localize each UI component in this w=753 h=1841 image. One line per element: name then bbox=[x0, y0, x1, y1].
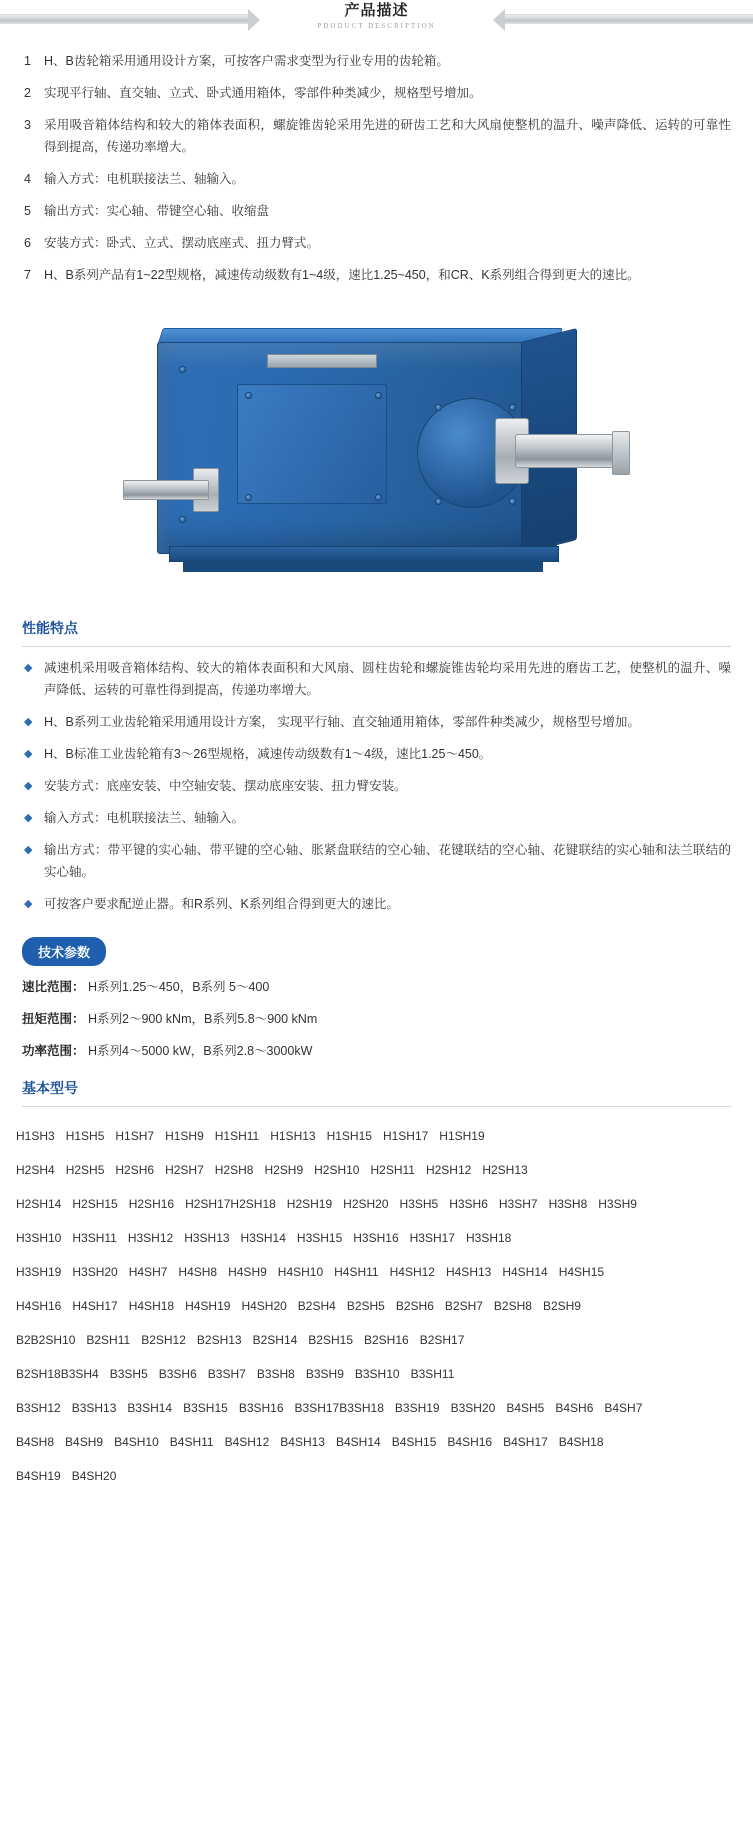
item-text: H、B系列产品有1~22型规格，减速传动级数有1~4级，速比1.25~450，和CR、K系列组合得到更大的速比。 bbox=[44, 268, 640, 282]
param-label: 扭矩范围： bbox=[22, 1012, 85, 1026]
list-item bbox=[22, 200, 731, 222]
param-label: 速比范围： bbox=[22, 980, 85, 994]
bolt-icon bbox=[245, 392, 252, 399]
item-text: 输出方式：实心轴、带键空心轴、收缩盘 bbox=[44, 204, 270, 218]
model-code: H4SH11 bbox=[334, 1265, 379, 1279]
model-code: H3SH10 bbox=[16, 1231, 62, 1245]
model-code: H4SH10 bbox=[277, 1265, 324, 1279]
gearbox-base-shadow bbox=[183, 562, 543, 572]
diamond-bullet-icon: ◆ bbox=[24, 780, 33, 792]
model-code: H1SH7 bbox=[115, 1129, 155, 1143]
model-code: H4SH18 bbox=[128, 1299, 175, 1313]
model-code: H2SH4 bbox=[16, 1163, 55, 1177]
item-number: 7 bbox=[24, 268, 31, 282]
model-code: H3SH17 bbox=[409, 1231, 455, 1245]
model-code: B4SH18 bbox=[558, 1435, 604, 1449]
model-code: B3SH20 bbox=[450, 1401, 496, 1415]
bolt-icon bbox=[375, 392, 382, 399]
model-row bbox=[16, 1459, 737, 1493]
model-code: B2SH7 bbox=[444, 1299, 483, 1313]
model-code: B4SH20 bbox=[71, 1469, 117, 1483]
param-row bbox=[0, 1040, 753, 1062]
item-text: 输出方式：带平键的实心轴、带平键的空心轴、胀紧盘联结的空心轴、花键联结的空心轴、花键联结的实心轴和法兰联结的实心轴。 bbox=[44, 843, 731, 879]
param-value: H系列2～900 kNm，B系列5.8～900 kNm bbox=[88, 1012, 318, 1026]
list-item bbox=[22, 168, 731, 190]
model-code: H1SH17 bbox=[382, 1129, 429, 1143]
model-row bbox=[16, 1289, 737, 1323]
model-code: B2SH11 bbox=[86, 1333, 131, 1347]
bolt-icon bbox=[179, 516, 186, 523]
gearbox-output-shaft bbox=[515, 434, 625, 468]
model-code: H1SH5 bbox=[65, 1129, 105, 1143]
item-number: 4 bbox=[24, 172, 31, 186]
section-banner bbox=[0, 0, 753, 40]
model-code: H4SH14 bbox=[502, 1265, 548, 1279]
param-row bbox=[0, 1008, 753, 1030]
model-code: H4SH13 bbox=[445, 1265, 492, 1279]
model-code: B4SH10 bbox=[114, 1435, 159, 1449]
model-row bbox=[16, 1323, 737, 1357]
bolt-icon bbox=[509, 404, 516, 411]
model-code: H4SH9 bbox=[228, 1265, 267, 1279]
item-text: 安装方式：卧式、立式、摆动底座式、扭力臂式。 bbox=[44, 236, 320, 250]
diamond-bullet-icon: ◆ bbox=[24, 748, 33, 760]
model-code: H2SH11 bbox=[370, 1163, 415, 1177]
model-code: B2SH5 bbox=[346, 1299, 385, 1313]
model-code: H2SH5 bbox=[65, 1163, 105, 1177]
model-code: B4SH6 bbox=[555, 1401, 594, 1415]
model-code: B2SH4 bbox=[297, 1299, 336, 1313]
model-code: H4SH17 bbox=[72, 1299, 118, 1313]
item-text: 输入方式：电机联接法兰、轴输入。 bbox=[44, 172, 245, 186]
item-text: H、B齿轮箱采用通用设计方案，可按客户需求变型为行业专用的齿轮箱。 bbox=[44, 54, 449, 68]
diamond-bullet-icon: ◆ bbox=[24, 844, 33, 856]
description-list bbox=[0, 40, 753, 300]
model-code: B3SH11 bbox=[410, 1367, 455, 1381]
model-code: B3SH8 bbox=[256, 1367, 295, 1381]
model-code: B3SH19 bbox=[394, 1401, 440, 1415]
model-code: H2SH6 bbox=[115, 1163, 155, 1177]
list-item bbox=[22, 807, 731, 829]
model-code: H2SH20 bbox=[343, 1197, 389, 1211]
model-code: H2SH12 bbox=[425, 1163, 472, 1177]
diamond-bullet-icon: ◆ bbox=[24, 662, 33, 674]
diamond-bullet-icon: ◆ bbox=[24, 716, 33, 728]
item-number: 2 bbox=[24, 86, 31, 100]
bolt-icon bbox=[435, 498, 442, 505]
models-heading: 基本型号 bbox=[22, 1080, 78, 1096]
model-code: H2SH9 bbox=[264, 1163, 304, 1177]
list-item bbox=[22, 839, 731, 883]
model-code: H3SH7 bbox=[498, 1197, 538, 1211]
model-code: B2SH17 bbox=[419, 1333, 465, 1347]
model-code: B3SH17B3SH18 bbox=[294, 1401, 384, 1415]
param-row bbox=[0, 976, 753, 998]
model-code: B3SH6 bbox=[158, 1367, 197, 1381]
features-heading: 性能特点 bbox=[22, 620, 78, 636]
list-item bbox=[22, 264, 731, 286]
model-code: H2SH14 bbox=[16, 1197, 62, 1211]
gearbox-nameplate bbox=[267, 354, 377, 368]
model-code: H4SH16 bbox=[16, 1299, 62, 1313]
list-item bbox=[22, 50, 731, 72]
model-row bbox=[16, 1153, 737, 1187]
page-subtitle: PDODUCT DESCRIPTION bbox=[317, 22, 436, 30]
model-code: B2SH18B3SH4 bbox=[16, 1367, 99, 1381]
gearbox-input-shaft bbox=[123, 480, 209, 500]
list-item bbox=[22, 657, 731, 701]
list-item bbox=[22, 114, 731, 158]
features-list bbox=[0, 657, 753, 929]
divider bbox=[22, 1106, 731, 1107]
model-code: H2SH8 bbox=[214, 1163, 254, 1177]
item-number: 3 bbox=[24, 118, 31, 132]
model-row bbox=[16, 1221, 737, 1255]
tech-params-badge: 技术参数 bbox=[22, 937, 106, 966]
model-code: B4SH7 bbox=[604, 1401, 643, 1415]
model-code: B4SH19 bbox=[16, 1469, 61, 1483]
model-code: B3SH13 bbox=[71, 1401, 117, 1415]
model-code: H1SH15 bbox=[326, 1129, 372, 1143]
model-code: H3SH14 bbox=[240, 1231, 286, 1245]
model-code: H4SH20 bbox=[241, 1299, 287, 1313]
model-code: B2SH13 bbox=[196, 1333, 242, 1347]
model-code: B2SH6 bbox=[395, 1299, 434, 1313]
model-code: B2SH12 bbox=[141, 1333, 186, 1347]
model-code: B4SH8 bbox=[16, 1435, 55, 1449]
model-code: B3SH7 bbox=[207, 1367, 246, 1381]
bolt-icon bbox=[435, 404, 442, 411]
model-code: B4SH16 bbox=[447, 1435, 493, 1449]
model-list bbox=[0, 1117, 753, 1493]
model-row bbox=[16, 1391, 737, 1425]
model-code: H2SH13 bbox=[482, 1163, 528, 1177]
model-code: B2SH9 bbox=[542, 1299, 581, 1313]
item-number: 6 bbox=[24, 236, 31, 250]
gearbox-illustration bbox=[117, 306, 637, 596]
model-code: H2SH15 bbox=[72, 1197, 118, 1211]
model-code: H4SH12 bbox=[389, 1265, 435, 1279]
diamond-bullet-icon: ◆ bbox=[24, 812, 33, 824]
model-code: B3SH5 bbox=[109, 1367, 148, 1381]
bolt-icon bbox=[179, 366, 186, 373]
model-code: H3SH20 bbox=[72, 1265, 118, 1279]
model-code: B3SH16 bbox=[238, 1401, 284, 1415]
model-code: B3SH10 bbox=[354, 1367, 400, 1381]
item-text: 减速机采用吸音箱体结构、较大的箱体表面积和大风扇、圆柱齿轮和螺旋锥齿轮均采用先进的磨齿工艺，使整机的温升、噪声降低、运转的可靠性得到提高，传递功率增大。 bbox=[44, 661, 731, 697]
model-row bbox=[16, 1255, 737, 1289]
model-code: B3SH15 bbox=[183, 1401, 228, 1415]
model-code: B4SH12 bbox=[224, 1435, 270, 1449]
gearbox-base bbox=[169, 546, 559, 562]
model-code: B2SH8 bbox=[493, 1299, 532, 1313]
model-code: H2SH10 bbox=[314, 1163, 360, 1177]
model-code: B2SH15 bbox=[308, 1333, 353, 1347]
model-code: B4SH15 bbox=[391, 1435, 437, 1449]
model-code: H1SH9 bbox=[165, 1129, 204, 1143]
model-code: B3SH12 bbox=[16, 1401, 61, 1415]
model-code: B3SH9 bbox=[305, 1367, 344, 1381]
model-code: B4SH9 bbox=[65, 1435, 104, 1449]
model-code: H1SH19 bbox=[439, 1129, 485, 1143]
model-code: H4SH8 bbox=[178, 1265, 218, 1279]
model-code: H3SH18 bbox=[465, 1231, 512, 1245]
model-code: H1SH11 bbox=[214, 1129, 260, 1143]
list-item bbox=[22, 893, 731, 915]
model-code: B4SH11 bbox=[169, 1435, 214, 1449]
param-value: H系列1.25～450，B系列 5～400 bbox=[88, 980, 270, 994]
model-code: H3SH5 bbox=[399, 1197, 439, 1211]
product-image bbox=[0, 300, 753, 612]
item-text: H、B系列工业齿轮箱采用通用设计方案， 实现平行轴、直交轴通用箱体，零部件种类减少，规格型号增加。 bbox=[44, 715, 640, 729]
banner-title-wrap bbox=[0, 0, 753, 31]
item-text: 安装方式：底座安装、中空轴安装、摆动底座安装、扭力臂安装。 bbox=[44, 779, 407, 793]
model-code: H3SH11 bbox=[72, 1231, 117, 1245]
model-code: B2SH16 bbox=[364, 1333, 409, 1347]
model-code: H3SH8 bbox=[548, 1197, 588, 1211]
model-code: H4SH7 bbox=[128, 1265, 168, 1279]
model-code: H3SH6 bbox=[449, 1197, 488, 1211]
item-text: H、B标准工业齿轮箱有3～26型规格，减速传动级数有1～4级，速比1.25～450。 bbox=[44, 747, 492, 761]
divider bbox=[22, 646, 731, 647]
model-row bbox=[16, 1357, 737, 1391]
model-code: B4SH14 bbox=[335, 1435, 381, 1449]
model-code: H3SH12 bbox=[127, 1231, 174, 1245]
bolt-icon bbox=[375, 494, 382, 501]
model-code: H2SH7 bbox=[165, 1163, 204, 1177]
model-code: H1SH3 bbox=[16, 1129, 55, 1143]
model-code: H3SH15 bbox=[296, 1231, 343, 1245]
bolt-icon bbox=[509, 498, 516, 505]
item-text: 采用吸音箱体结构和较大的箱体表面积，螺旋锥齿轮采用先进的研齿工艺和大风扇使整机的温升、噪声降低、运转的可靠性得到提高，传递功率增大。 bbox=[44, 118, 731, 154]
model-row bbox=[16, 1425, 737, 1459]
model-code: H3SH13 bbox=[184, 1231, 230, 1245]
model-code: H4SH19 bbox=[185, 1299, 231, 1313]
model-row bbox=[16, 1187, 737, 1221]
model-code: B2SH14 bbox=[252, 1333, 298, 1347]
list-item bbox=[22, 775, 731, 797]
model-code: H2SH19 bbox=[286, 1197, 333, 1211]
list-item bbox=[22, 82, 731, 104]
param-label: 功率范围： bbox=[22, 1044, 85, 1058]
model-code: B3SH14 bbox=[127, 1401, 173, 1415]
list-item bbox=[22, 743, 731, 765]
model-code: H3SH9 bbox=[598, 1197, 637, 1211]
diamond-bullet-icon: ◆ bbox=[24, 898, 33, 910]
list-item bbox=[22, 232, 731, 254]
model-code: H4SH15 bbox=[558, 1265, 605, 1279]
model-code: H3SH19 bbox=[16, 1265, 62, 1279]
page-title: 产品描述 bbox=[344, 2, 409, 19]
param-value: H系列4～5000 kW，B系列2.8～3000kW bbox=[88, 1044, 313, 1058]
model-code: B4SH13 bbox=[280, 1435, 325, 1449]
item-text: 输入方式：电机联接法兰、轴输入。 bbox=[44, 811, 245, 825]
gearbox-inspection-cover bbox=[237, 384, 387, 504]
list-item bbox=[22, 711, 731, 733]
model-code: B4SH17 bbox=[503, 1435, 548, 1449]
model-row bbox=[16, 1119, 737, 1153]
item-text: 实现平行轴、直交轴、立式、卧式通用箱体，零部件种类减少，规格型号增加。 bbox=[44, 86, 482, 100]
model-code: H3SH16 bbox=[353, 1231, 399, 1245]
item-number: 5 bbox=[24, 204, 31, 218]
item-text: 可按客户要求配逆止器。和R系列、K系列组合得到更大的速比。 bbox=[44, 897, 399, 911]
model-code: H2SH16 bbox=[128, 1197, 175, 1211]
item-number: 1 bbox=[24, 54, 31, 68]
bolt-icon bbox=[245, 494, 252, 501]
model-code: H2SH17H2SH18 bbox=[185, 1197, 276, 1211]
model-code: B2B2SH10 bbox=[16, 1333, 76, 1347]
model-code: B4SH5 bbox=[506, 1401, 545, 1415]
model-code: H1SH13 bbox=[270, 1129, 316, 1143]
